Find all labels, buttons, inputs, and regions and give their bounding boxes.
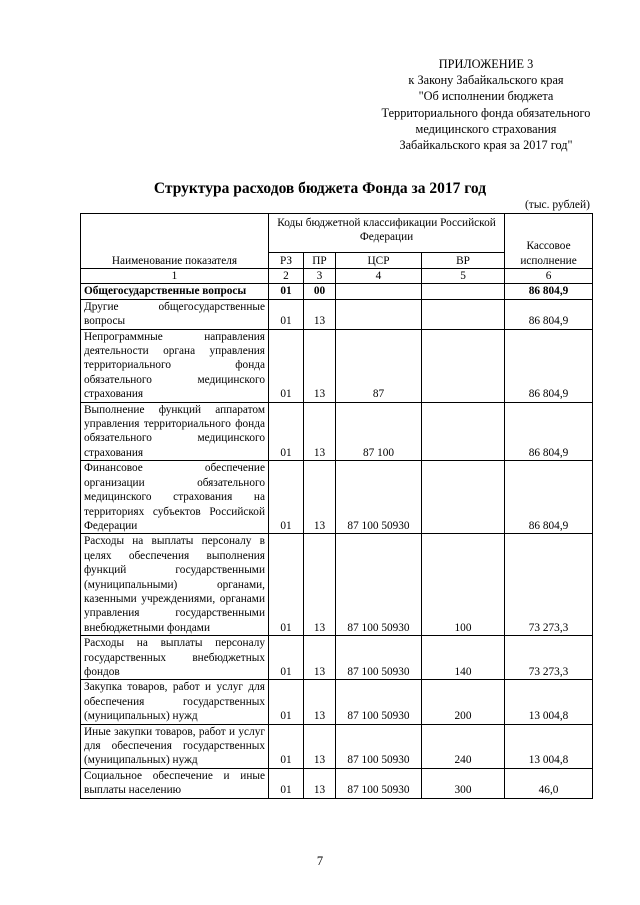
- table-row: [81, 534, 593, 636]
- row-rz: 01: [269, 636, 304, 680]
- row-vr: [422, 402, 505, 461]
- row-name: Другие общегосударственные вопросы: [81, 299, 269, 329]
- table-row: [81, 724, 593, 768]
- appendix-header: [370, 56, 602, 153]
- row-rz: 01: [269, 284, 304, 299]
- row-rz: 01: [269, 329, 304, 402]
- column-number: 1: [81, 269, 269, 284]
- row-vr: [422, 461, 505, 534]
- table-row: [81, 299, 593, 329]
- appendix-line: "Об исполнении бюджета: [418, 89, 554, 104]
- row-vr: 240: [422, 724, 505, 768]
- row-name: Иные закупки товаров, работ и услуг для обеспечения государственных (муниципальных) нужд: [81, 724, 269, 768]
- row-csr: 87: [336, 329, 422, 402]
- header-vr: ВР: [422, 253, 505, 269]
- row-name: Общегосударственные вопросы: [81, 284, 269, 299]
- table-row: [81, 284, 593, 299]
- row-amount: 86 804,9: [505, 461, 593, 534]
- row-rz: 01: [269, 461, 304, 534]
- row-name: Финансовое обеспечение организации обязательного медицинского страхования на территориях субъектов Российской Федерации: [81, 461, 269, 534]
- row-amount: 86 804,9: [505, 284, 593, 299]
- table-row: [81, 768, 593, 798]
- column-number: 4: [336, 269, 422, 284]
- table-row: [81, 402, 593, 461]
- row-rz: 01: [269, 402, 304, 461]
- column-number: 2: [269, 269, 304, 284]
- column-number: 5: [422, 269, 505, 284]
- table-row: [81, 680, 593, 724]
- row-pr: 13: [304, 680, 336, 724]
- row-csr: [336, 284, 422, 299]
- appendix-line: Территориального фонда обязательного: [381, 105, 591, 120]
- appendix-line: Забайкальского края за 2017 год": [399, 138, 573, 153]
- row-amount: 13 004,8: [505, 680, 593, 724]
- row-amount: 13 004,8: [505, 724, 593, 768]
- row-vr: 300: [422, 768, 505, 798]
- table-row: [81, 461, 593, 534]
- expenditure-table: [80, 213, 593, 799]
- row-csr: 87 100 50930: [336, 768, 422, 798]
- units-label: (тыс. рублей): [524, 199, 590, 211]
- row-csr: 87 100 50930: [336, 534, 422, 636]
- row-csr: [336, 299, 422, 329]
- row-csr: 87 100 50930: [336, 724, 422, 768]
- header-pr: ПР: [304, 253, 336, 269]
- header-row: [81, 214, 593, 253]
- row-vr: [422, 329, 505, 402]
- row-vr: 140: [422, 636, 505, 680]
- row-csr: 87 100 50930: [336, 680, 422, 724]
- appendix-line: медицинского страхования: [415, 121, 557, 136]
- row-name: Социальное обеспечение и иные выплаты населению: [81, 768, 269, 798]
- table-row: [81, 636, 593, 680]
- row-amount: 46,0: [505, 768, 593, 798]
- row-name: Расходы на выплаты персоналу государственных внебюджетных фондов: [81, 636, 269, 680]
- row-pr: 13: [304, 329, 336, 402]
- header-name: Наименование показателя: [81, 214, 269, 269]
- row-rz: 01: [269, 724, 304, 768]
- row-vr: [422, 299, 505, 329]
- header-csr: ЦСР: [336, 253, 422, 269]
- row-pr: 13: [304, 461, 336, 534]
- column-number: 3: [304, 269, 336, 284]
- column-number: 6: [505, 269, 593, 284]
- appendix-line: к Закону Забайкальского края: [408, 73, 564, 88]
- row-pr: 13: [304, 402, 336, 461]
- appendix-line: ПРИЛОЖЕНИЕ 3: [438, 57, 534, 71]
- row-rz: 01: [269, 768, 304, 798]
- column-number-row: [81, 269, 593, 284]
- row-csr: 87 100 50930: [336, 461, 422, 534]
- row-name: Выполнение функций аппаратом управления территориального фонда обязательного медицинского страхования: [81, 402, 269, 461]
- row-name: Расходы на выплаты персоналу в целях обеспечения выполнения функций государственными (муниципальными) органами, казенными учреждениями, органами управления государственными внебюджетными фондами: [81, 534, 269, 636]
- row-csr: 87 100 50930: [336, 636, 422, 680]
- row-vr: [422, 284, 505, 299]
- row-pr: 13: [304, 534, 336, 636]
- table-row: [81, 329, 593, 402]
- row-pr: 13: [304, 768, 336, 798]
- row-rz: 01: [269, 299, 304, 329]
- page-number: 7: [316, 854, 324, 868]
- row-pr: 13: [304, 724, 336, 768]
- row-csr: 87 100: [336, 402, 422, 461]
- row-amount: 73 273,3: [505, 636, 593, 680]
- row-amount: 73 273,3: [505, 534, 593, 636]
- row-name: Закупка товаров, работ и услуг для обеспечения государственных (муниципальных) нужд: [81, 680, 269, 724]
- row-rz: 01: [269, 534, 304, 636]
- header-codes: Коды бюджетной классификации Российской Федерации: [269, 214, 505, 253]
- header-rz: РЗ: [269, 253, 304, 269]
- row-pr: 13: [304, 299, 336, 329]
- header-cash: Кассовое исполнение: [505, 214, 593, 269]
- row-rz: 01: [269, 680, 304, 724]
- row-pr: 00: [304, 284, 336, 299]
- row-name: Непрограммные направления деятельности органа управления территориального фонда обязательного медицинского страхования: [81, 329, 269, 402]
- row-vr: 200: [422, 680, 505, 724]
- row-vr: 100: [422, 534, 505, 636]
- document-title: Структура расходов бюджета Фонда за 2017 год: [153, 180, 487, 197]
- row-amount: 86 804,9: [505, 299, 593, 329]
- row-amount: 86 804,9: [505, 329, 593, 402]
- row-pr: 13: [304, 636, 336, 680]
- row-amount: 86 804,9: [505, 402, 593, 461]
